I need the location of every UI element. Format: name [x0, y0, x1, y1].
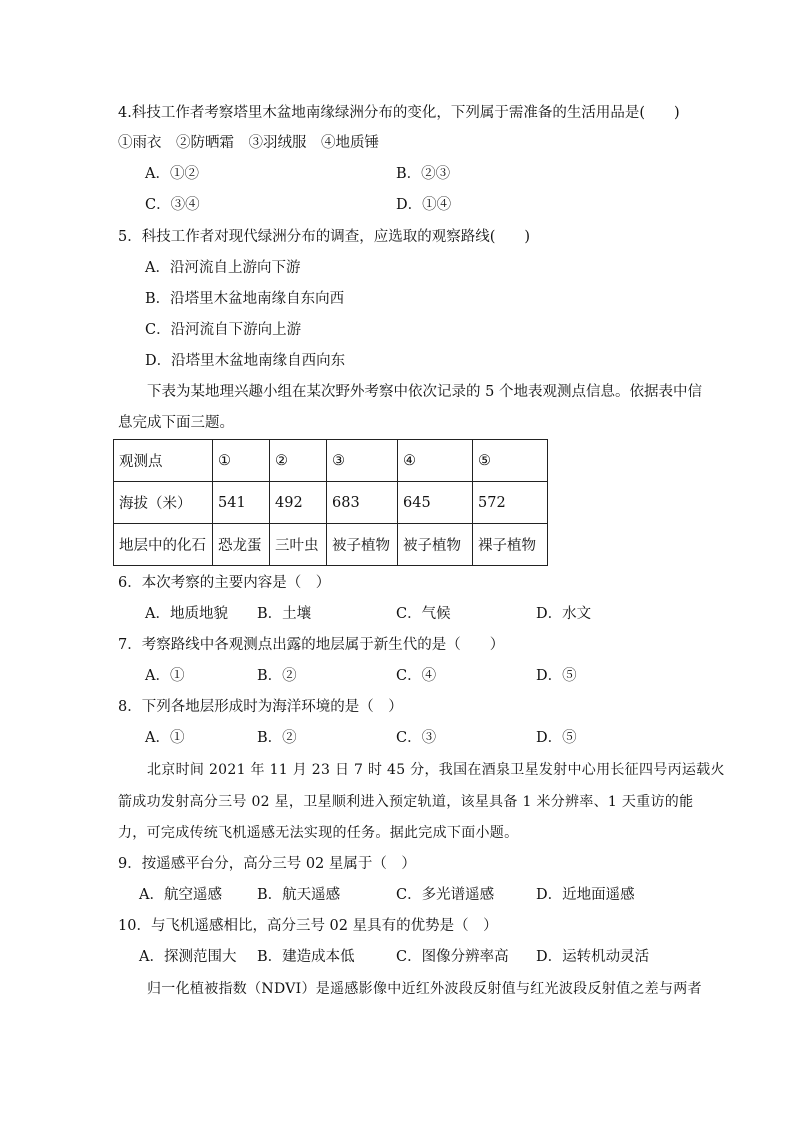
q8-option-c: C．③ — [396, 730, 437, 746]
q7-option-c: C．④ — [396, 668, 437, 684]
q6-option-b: B．土壤 — [257, 606, 312, 622]
q7-option-b: B．② — [257, 668, 297, 684]
q5-stem: 5．科技工作者对现代绿洲分布的调查，应选取的观察路线( ) — [118, 229, 531, 245]
table-cell: 被子植物 — [327, 524, 398, 566]
table-cell: 645 — [398, 482, 473, 524]
q5-option-d: D．沿塔里木盆地南缘自西向东 — [145, 353, 346, 369]
q4-option-c: C．③④ — [145, 197, 200, 213]
satellite-passage-line-2: 箭成功发射高分三号 02 星，卫星顺利进入预定轨道，该星具备 1 米分辨率、1 天重访的能 — [118, 794, 694, 810]
table-row-fossil — [114, 524, 548, 566]
observation-table — [113, 439, 548, 566]
table-cell: 观测点 — [114, 440, 213, 482]
q9-option-d: D．近地面遥感 — [536, 887, 635, 903]
q8-option-b: B．② — [257, 730, 297, 746]
table-row-altitude — [114, 482, 548, 524]
table-cell: 海拔（米） — [114, 482, 213, 524]
table-intro-line-2: 息完成下面三题。 — [118, 415, 234, 431]
q9-option-b: B．航天遥感 — [257, 887, 341, 903]
satellite-passage-line-1: 北京时间 2021 年 11 月 23 日 7 时 45 分，我国在酒泉卫星发射中心用长征四号丙运载火 — [147, 762, 725, 778]
table-intro-line-1: 下表为某地理兴趣小组在某次野外考察中依次记录的 5 个地表观测点信息。依据表中信 — [147, 384, 702, 400]
q4-option-a: A．①② — [145, 166, 199, 182]
q4-option-b: B．②③ — [396, 166, 451, 182]
table-cell: 572 — [473, 482, 548, 524]
table-cell: 683 — [327, 482, 398, 524]
q7-option-a: A．① — [145, 668, 185, 684]
q10-option-d: D．运转机动灵活 — [536, 949, 650, 965]
ndvi-passage-line-1: 归一化植被指数（NDVI）是遥感影像中近红外波段反射值与红光波段反射值之差与两者 — [147, 981, 702, 997]
table-cell: 裸子植物 — [473, 524, 548, 566]
table-cell: 三叶虫 — [270, 524, 327, 566]
q9-option-c: C．多光谱遥感 — [396, 887, 495, 903]
table-cell: ② — [270, 440, 327, 482]
q9-stem: 9．按遥感平台分，高分三号 02 星属于（ ） — [118, 856, 416, 872]
q6-option-c: C．气候 — [396, 606, 451, 622]
table-cell: ① — [213, 440, 270, 482]
q4-option-d: D．①④ — [396, 197, 452, 213]
q10-option-c: C．图像分辨率高 — [396, 949, 509, 965]
q5-option-b: B．沿塔里木盆地南缘自东向西 — [145, 291, 345, 307]
q4-stem: 4.科技工作者考察塔里木盆地南缘绿洲分布的变化，下列属于需准备的生活用品是( ) — [118, 105, 680, 121]
q9-option-a: A．航空遥感 — [139, 887, 222, 903]
table-cell: 恐龙蛋 — [213, 524, 270, 566]
table-header-row — [114, 440, 548, 482]
table-cell: ⑤ — [473, 440, 548, 482]
q6-option-a: A．地质地貌 — [145, 606, 228, 622]
table-cell: ③ — [327, 440, 398, 482]
q10-stem: 10．与飞机遥感相比，高分三号 02 星具有的优势是（ ） — [118, 918, 498, 934]
q10-option-a: A．探测范围大 — [139, 949, 237, 965]
table-cell: 地层中的化石 — [114, 524, 213, 566]
q4-items: ①雨衣 ②防晒霜 ③羽绒服 ④地质锤 — [118, 135, 379, 151]
table-cell: ④ — [398, 440, 473, 482]
table-cell: 492 — [270, 482, 327, 524]
q10-option-b: B．建造成本低 — [257, 949, 355, 965]
q6-option-d: D．水文 — [536, 606, 592, 622]
q8-stem: 8．下列各地层形成时为海洋环境的是（ ） — [118, 699, 403, 715]
q5-option-c: C．沿河流自下游向上游 — [145, 322, 302, 338]
q7-option-d: D．⑤ — [536, 668, 577, 684]
satellite-passage-line-3: 力，可完成传统飞机遥感无法实现的任务。据此完成下面小题。 — [118, 825, 519, 841]
q7-stem: 7．考察路线中各观测点出露的地层属于新生代的是（ ） — [118, 637, 505, 653]
q8-option-d: D．⑤ — [536, 730, 577, 746]
q6-stem: 6．本次考察的主要内容是（ ） — [118, 575, 331, 591]
q8-option-a: A．① — [145, 730, 185, 746]
table-cell: 541 — [213, 482, 270, 524]
q5-option-a: A．沿河流自上游向下游 — [145, 260, 301, 276]
table-cell: 被子植物 — [398, 524, 473, 566]
